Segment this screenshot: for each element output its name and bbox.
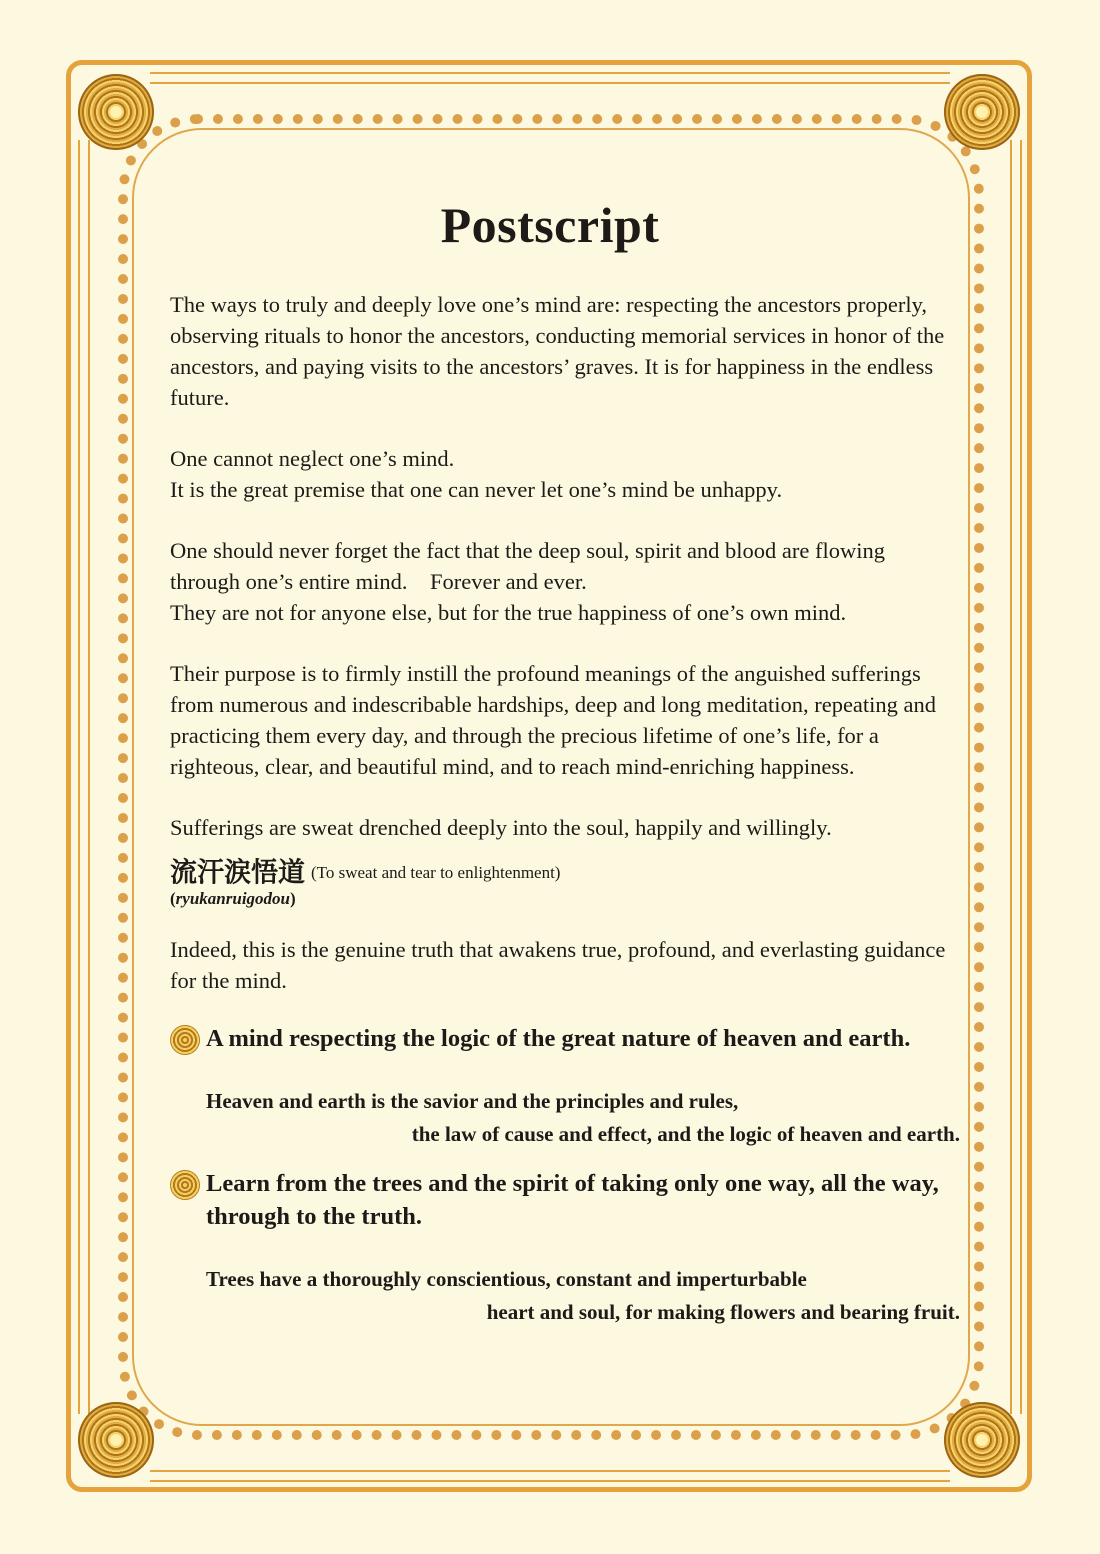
- explanation-line: Trees have a thoroughly conscientious, constant and imperturbable: [206, 1267, 807, 1292]
- paragraph: Sufferings are sweat drenched deeply into the soul, happily and willingly.: [170, 815, 832, 840]
- principle-item: [170, 1167, 950, 1233]
- paragraph-line: One cannot neglect one’s mind.: [170, 446, 455, 471]
- frame-line-right: [1010, 140, 1012, 1414]
- frame-line-right-2: [1020, 140, 1022, 1414]
- kanji-reading: [170, 888, 950, 910]
- explanation-line: Heaven and earth is the savior and the principles and rules,: [206, 1089, 739, 1114]
- frame-line-top: [150, 72, 950, 74]
- frame-line-top-2: [150, 82, 950, 84]
- principle-heading: Learn from the trees and the spirit of taking only one way, all the way, through to the truth.: [206, 1170, 939, 1231]
- paragraph: Their purpose is to firmly instill the profound meanings of the anguished sufferings from numerous and indescribable hardships, deep and long meditation, repeating and practicing them every day, and through the precious lifetime of one’s life, for a righteous, clear, and beautiful mind, and to reach mind-enriching happiness.: [170, 661, 937, 779]
- paragraph-line: They are not for anyone else, but for the true happiness of one’s own mind.: [170, 600, 847, 625]
- page-title: Postscript: [440, 197, 660, 253]
- paragraph: Indeed, this is the genuine truth that awakens true, profound, and everlasting guidance for the mind.: [170, 937, 946, 994]
- paragraph-line: It is the great premise that one can never let one’s mind be unhappy.: [170, 477, 783, 502]
- paragraph-line: One should never forget the fact that the deep soul, spirit and blood are flowing through one’s entire mind.: [170, 538, 886, 594]
- frame-line-left: [78, 140, 80, 1414]
- corner-medallion-icon: [944, 74, 1020, 150]
- explanation-line: heart and soul, for making flowers and bearing fruit.: [486, 1300, 960, 1325]
- principle-explanation: [206, 1085, 960, 1151]
- principle-explanation: [206, 1263, 960, 1329]
- frame-line-bottom-2: [150, 1480, 950, 1482]
- corner-medallion-icon: [78, 1402, 154, 1478]
- reading-text: ryukanruigodou: [175, 889, 290, 909]
- paragraph: [170, 443, 950, 505]
- principle-item: [170, 1022, 950, 1055]
- corner-medallion-icon: [944, 1402, 1020, 1478]
- paragraph: [170, 535, 950, 628]
- paragraph: The ways to truly and deeply love one’s mind are: respecting the ancestors properly, observing rituals to honor the ancestors, conducting memorial services in honor of the ancestors, and paying visits to the ancestors’ graves. It is for happiness in the endless future.: [170, 292, 945, 410]
- kanji-translation: (To sweat and tear to enlightenment): [311, 863, 561, 883]
- reading-paren-open: (: [170, 889, 176, 909]
- gold-bullet-icon: [170, 1170, 200, 1200]
- kanji-characters: 流汗涙悟道: [170, 857, 305, 889]
- body-content: [170, 289, 960, 1345]
- kanji-phrase: [170, 855, 950, 910]
- frame-line-left-2: [88, 140, 90, 1414]
- paragraph-line-tail: Forever and ever.: [429, 569, 587, 594]
- principle-heading: A mind respecting the logic of the great nature of heaven and earth.: [206, 1025, 911, 1053]
- frame-line-bottom: [150, 1470, 950, 1472]
- corner-medallion-icon: [78, 74, 154, 150]
- reading-paren-close: ): [290, 889, 296, 909]
- explanation-line: the law of cause and effect, and the logic of heaven and earth.: [411, 1122, 960, 1147]
- gold-bullet-icon: [170, 1025, 200, 1055]
